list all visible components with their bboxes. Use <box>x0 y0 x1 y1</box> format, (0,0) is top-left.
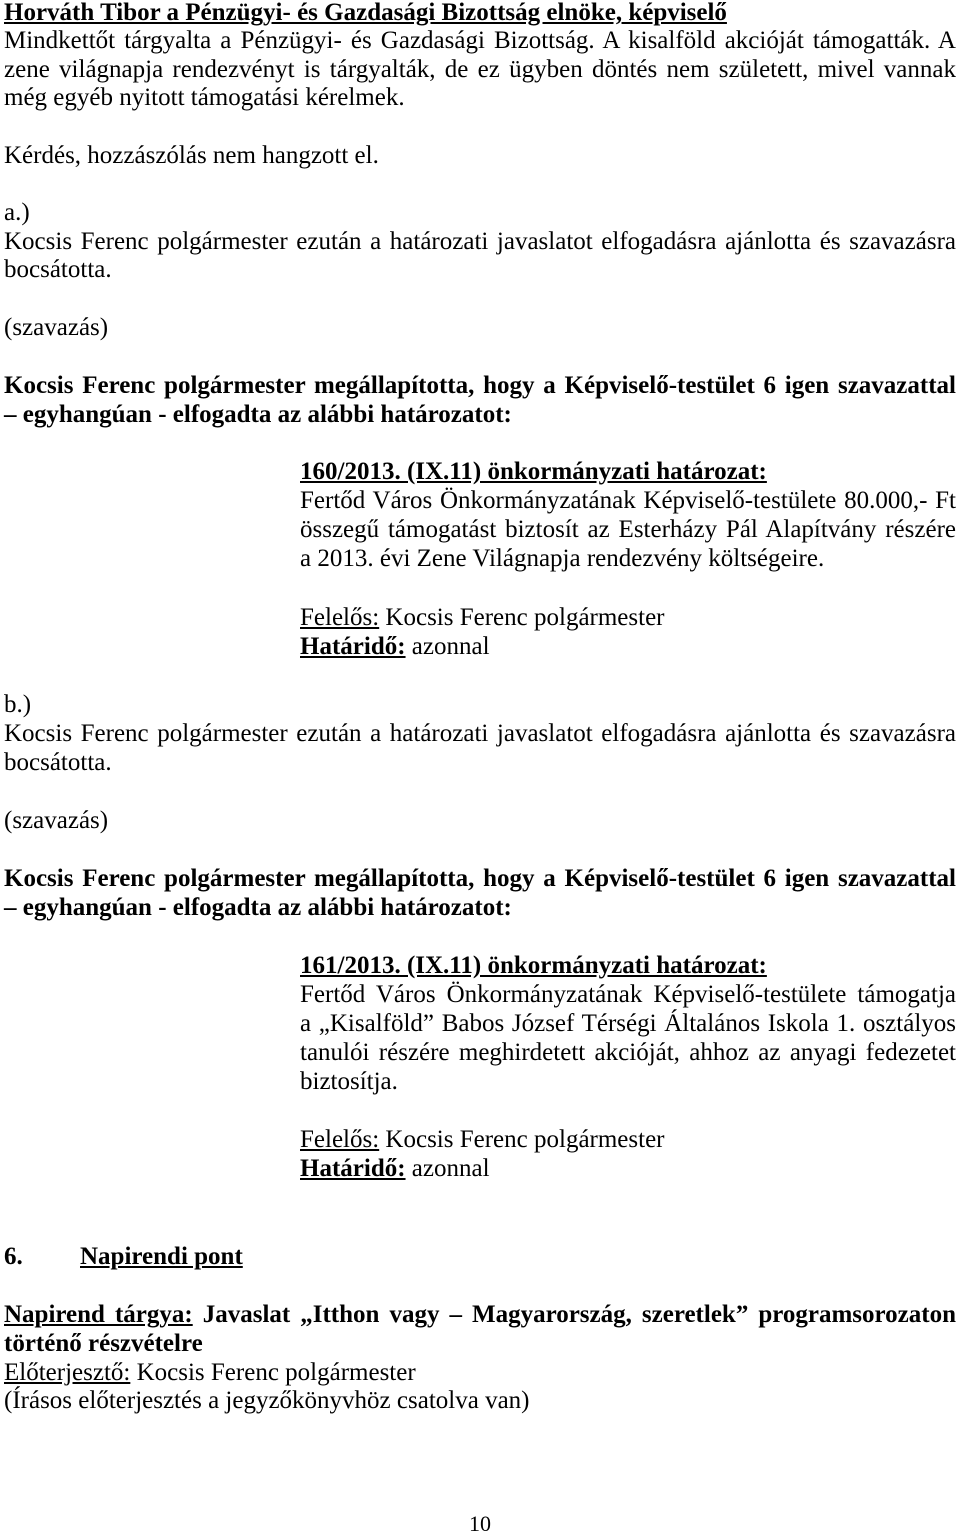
vote-marker: (szavazás) <box>4 314 109 341</box>
responsible-label: Felelős: <box>300 604 380 631</box>
agenda-item-number: 6. <box>4 1243 23 1270</box>
speech-line: zene világnapja rendezvényt is tárgyalták, de ez ügyben döntés nem született, mivel vannak <box>4 56 956 83</box>
page-number: 10 <box>469 1511 491 1536</box>
responsible-value: Kocsis Ferenc polgármester <box>385 1126 665 1153</box>
responsible-row <box>300 1125 956 1154</box>
speech-line: Mindkettőt tárgyalta a Pénzügyi- és Gazdasági Bizottság. A kisalföld akcióját támogatták. A <box>4 27 956 54</box>
proposal-line: Kocsis Ferenc polgármester ezután a határozati javaslatot elfogadásra ajánlotta és szavazásra <box>4 720 956 747</box>
result-line: – egyhangúan - elfogadta az alábbi határozatot: <box>4 401 512 428</box>
resolution-line: összegű támogatást biztosít az Esterházy Pál Alapítvány részére <box>300 516 956 543</box>
responsible-label: Felelős: <box>300 1126 380 1153</box>
resolution-line: a 2013. évi Zene Világnapja rendezvény költségeire. <box>300 545 825 572</box>
result-line: – egyhangúan - elfogadta az alábbi határozatot: <box>4 894 512 921</box>
result-line: Kocsis Ferenc polgármester megállapította, hogy a Képviselő-testület 6 igen szavazattal <box>4 865 956 892</box>
vote-marker: (szavazás) <box>4 807 109 834</box>
speech-line: még egyéb nyitott támogatási kérelmek. <box>4 84 405 111</box>
agenda-subject-line: történő részvételre <box>4 1330 203 1357</box>
responsible-row <box>300 603 956 632</box>
presenter-value: Kocsis Ferenc polgármester <box>136 1359 416 1386</box>
decision-label: a.) <box>4 199 30 226</box>
deadline-label: Határidő: <box>300 1155 406 1182</box>
deadline-label: Határidő: <box>300 633 406 660</box>
deadline-value: azonnal <box>411 1155 490 1182</box>
deadline-value: azonnal <box>411 633 490 660</box>
speaker-heading: Horváth Tibor a Pénzügyi- és Gazdasági Bizottság elnöke, képviselő <box>4 0 727 26</box>
result-line: Kocsis Ferenc polgármester megállapította, hogy a Képviselő-testület 6 igen szavazattal <box>4 372 956 399</box>
deadline-row <box>300 632 956 661</box>
agenda-item-title: Napirendi pont <box>80 1243 243 1270</box>
proposal-line: bocsátotta. <box>4 749 112 776</box>
decision-label: b.) <box>4 691 32 718</box>
presenter-label: Előterjesztő: <box>4 1359 131 1386</box>
presenter-row <box>4 1358 956 1387</box>
resolution-line: Fertőd Város Önkormányzatának Képviselő-testülete támogatja <box>300 981 956 1008</box>
deadline-row <box>300 1154 956 1183</box>
no-questions-note: Kérdés, hozzászólás nem hangzott el. <box>4 142 379 169</box>
resolution-line: Fertőd Város Önkormányzatának Képviselő-testülete 80.000,- Ft <box>300 487 956 514</box>
resolution-title: 161/2013. (IX.11) önkormányzati határozat: <box>300 952 767 979</box>
agenda-subject-text: Javaslat „Itthon vagy – Magyarország, szeretlek” programsorozaton <box>202 1301 957 1328</box>
agenda-subject-line <box>4 1300 956 1329</box>
responsible-value: Kocsis Ferenc polgármester <box>385 604 665 631</box>
attachment-note: (Írásos előterjesztés a jegyzőkönyvhöz csatolva van) <box>4 1387 530 1414</box>
agenda-item-heading <box>4 1242 956 1271</box>
resolution-line: a „Kisalföld” Babos József Térségi Általános Iskola 1. osztályos <box>300 1010 956 1037</box>
resolution-title: 160/2013. (IX.11) önkormányzati határozat: <box>300 458 767 485</box>
proposal-line: bocsátotta. <box>4 256 112 283</box>
proposal-line: Kocsis Ferenc polgármester ezután a határozati javaslatot elfogadásra ajánlotta és szavazásra <box>4 228 956 255</box>
agenda-subject-label: Napirend tárgya: <box>4 1301 193 1328</box>
resolution-line: biztosítja. <box>300 1068 398 1095</box>
resolution-line: tanulói részére meghirdetett akcióját, ahhoz az anyagi fedezetet <box>300 1039 956 1066</box>
